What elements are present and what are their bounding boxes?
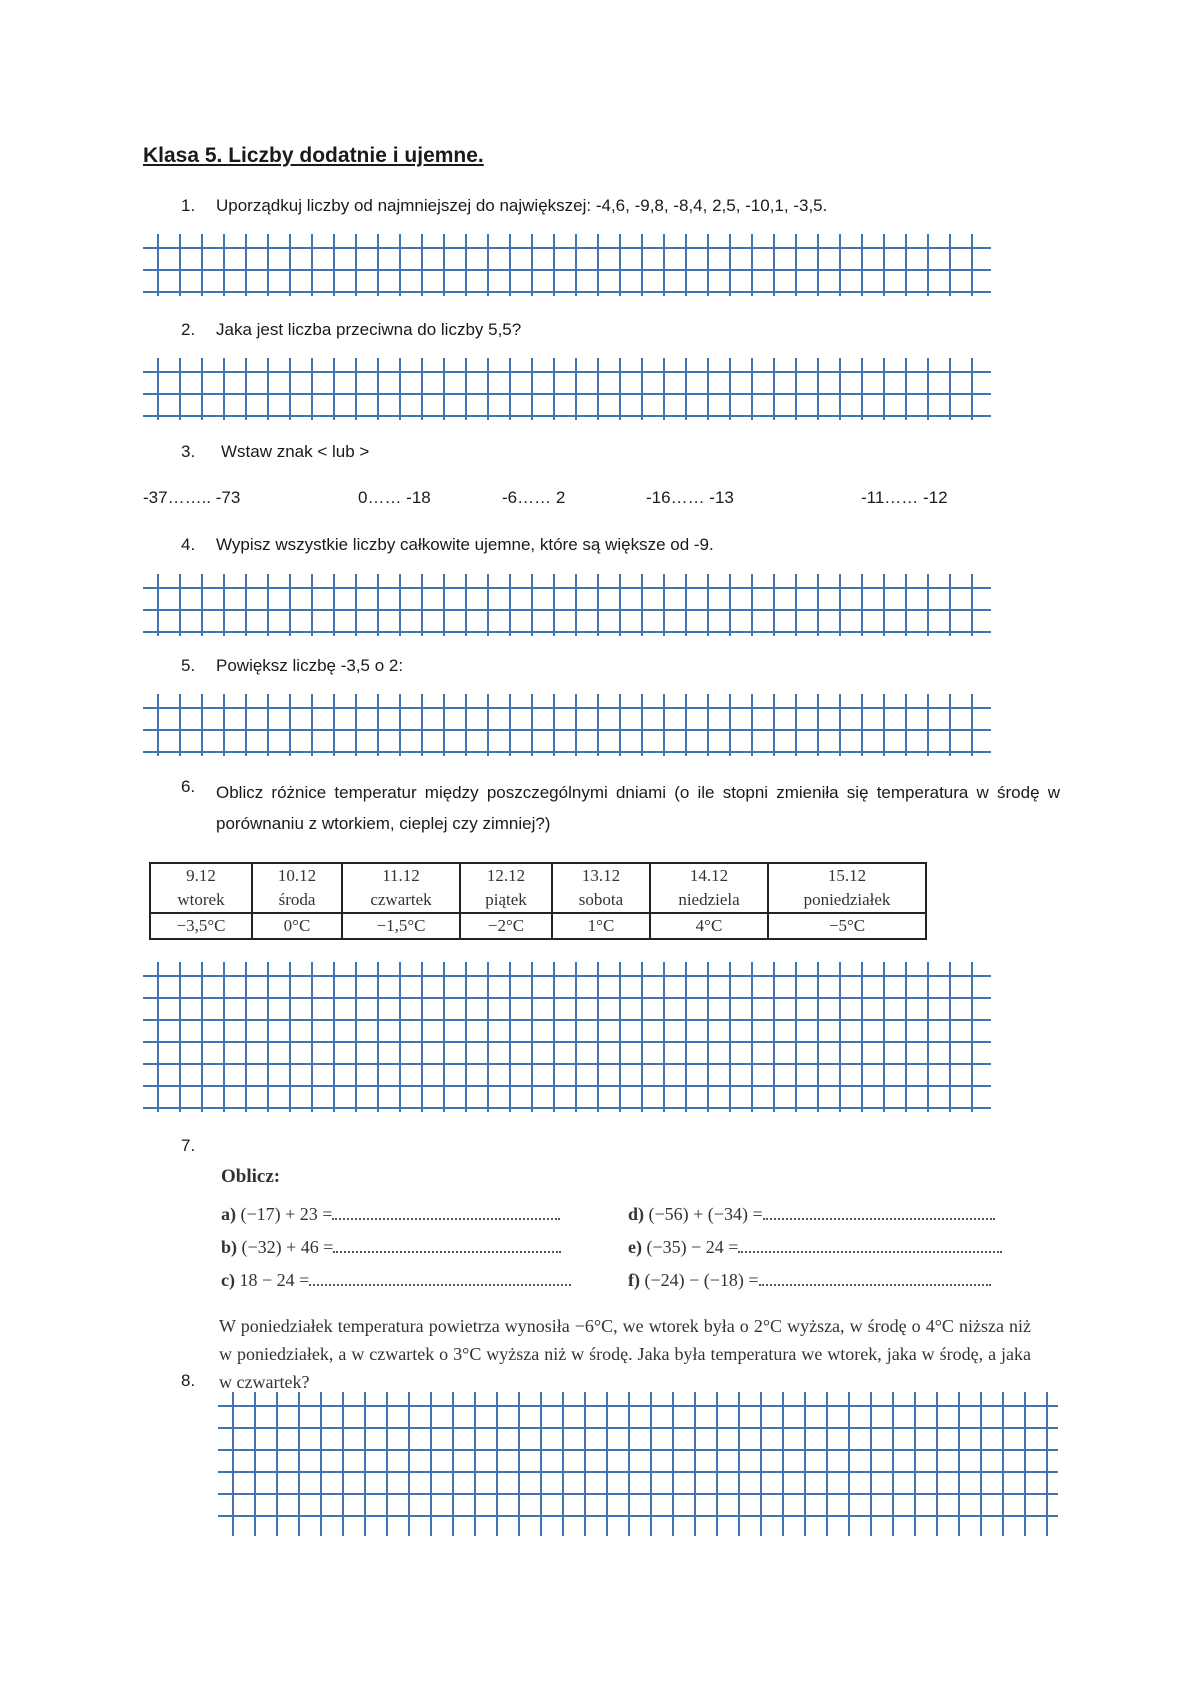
question-6-text: Oblicz różnice temperatur między poszczególnymi dniami (o ile stopni zmieniła się temperatura w środę w porównaniu z wtorkiem, cieplej czy zimniej?) [216,783,1060,833]
exercise-item-c[interactable] [221,1270,571,1291]
comparison-pair[interactable]: 0…… -18 [358,488,431,507]
table-cell-date: 12.12 [460,863,552,888]
exercise-label: e) [628,1237,642,1257]
exercise-item-b[interactable] [221,1237,561,1258]
answer-grid-1[interactable] [143,234,991,296]
answer-grid-2[interactable] [143,358,991,420]
answer-grid-6[interactable] [143,962,991,1112]
answer-blank[interactable] [332,1204,560,1220]
answer-blank[interactable] [763,1204,995,1220]
question-7-number: 7. [181,1136,196,1155]
table-cell-day: poniedziałek [768,888,926,913]
question-4-text: Wypisz wszystkie liczby całkowite ujemne, które są większe od -9. [216,535,714,554]
exercise-label: b) [221,1237,238,1257]
table-cell-temp: 1°C [552,913,650,939]
exercise-label: a) [221,1204,236,1224]
table-cell-day: niedziela [650,888,768,913]
table-cell-temp: 0°C [252,913,342,939]
table-cell-day: wtorek [150,888,252,913]
exercise-expression: (−17) + 23 = [240,1204,333,1224]
table-cell-day: piątek [460,888,552,913]
exercise-expression: (−24) − (−18) = [644,1270,759,1290]
answer-grid-8[interactable] [218,1392,1058,1536]
table-cell-date: 10.12 [252,863,342,888]
table-cell-date: 15.12 [768,863,926,888]
table-cell-temp: −1,5°C [342,913,460,939]
exercise-label: c) [221,1270,235,1290]
question-4-number: 4. [181,535,196,554]
table-cell-day: czwartek [342,888,460,913]
question-5-number: 5. [181,656,196,675]
table-cell-date: 11.12 [342,863,460,888]
question-3-number: 3. [181,442,196,461]
exercise-expression: (−32) + 46 = [241,1237,334,1257]
table-cell-date: 14.12 [650,863,768,888]
answer-grid-5[interactable] [143,694,991,756]
exercise-label: d) [628,1204,645,1224]
question-6-number: 6. [181,777,196,796]
table-cell-temp: −5°C [768,913,926,939]
question-1-text: Uporządkuj liczby od najmniejszej do największej: -4,6, -9,8, -8,4, 2,5, -10,1, -3,5. [216,196,828,215]
table-cell-temp: −2°C [460,913,552,939]
table-cell-day: środa [252,888,342,913]
comparison-pair[interactable]: -6…… 2 [502,488,566,507]
exercise-item-e[interactable] [628,1237,1002,1258]
exercise-item-f[interactable] [628,1270,991,1291]
exercise-expression: (−56) + (−34) = [648,1204,763,1224]
question-8-number: 8. [181,1371,196,1390]
table-cell-date: 13.12 [552,863,650,888]
exercise-item-d[interactable] [628,1204,995,1225]
temperature-table [149,862,927,940]
exercise-expression: (−35) − 24 = [646,1237,739,1257]
table-row-dates [150,863,926,888]
question-8-text: W poniedziałek temperatura powietrza wynosiła −6°C, we wtorek była o 2°C wyższa, w środę o 4°C niższa niż w poniedziałek, a w czwartek o 3°C wyższa niż w środę. Jaka była temperatura we wtorek, jaka w środę, a jaka w czwartek? [219,1316,1031,1392]
table-cell-temp: 4°C [650,913,768,939]
page-title: Klasa 5. Liczby dodatnie i ujemne. [143,144,484,167]
answer-blank[interactable] [759,1270,991,1286]
exercise-expression: 18 − 24 = [239,1270,310,1290]
answer-grid-4[interactable] [143,574,991,636]
exercise-heading: Oblicz: [221,1166,281,1187]
question-1-number: 1. [181,196,196,215]
question-5-text: Powiększ liczbę -3,5 o 2: [216,656,404,675]
table-cell-date: 9.12 [150,863,252,888]
comparison-pair[interactable]: -11…… -12 [861,488,948,507]
question-2-number: 2. [181,320,196,339]
table-cell-day: sobota [552,888,650,913]
table-row-temps [150,913,926,939]
exercise-label: f) [628,1270,640,1290]
question-3-text: Wstaw znak < lub > [221,442,370,461]
comparison-pair[interactable]: -37…….. -73 [143,488,241,507]
table-row-days [150,888,926,913]
answer-blank[interactable] [333,1237,561,1253]
comparison-pair[interactable]: -16…… -13 [646,488,734,507]
answer-blank[interactable] [738,1237,1002,1253]
answer-blank[interactable] [309,1270,571,1286]
table-cell-temp: −3,5°C [150,913,252,939]
exercise-item-a[interactable] [221,1204,560,1225]
question-2-text: Jaka jest liczba przeciwna do liczby 5,5? [216,320,522,339]
